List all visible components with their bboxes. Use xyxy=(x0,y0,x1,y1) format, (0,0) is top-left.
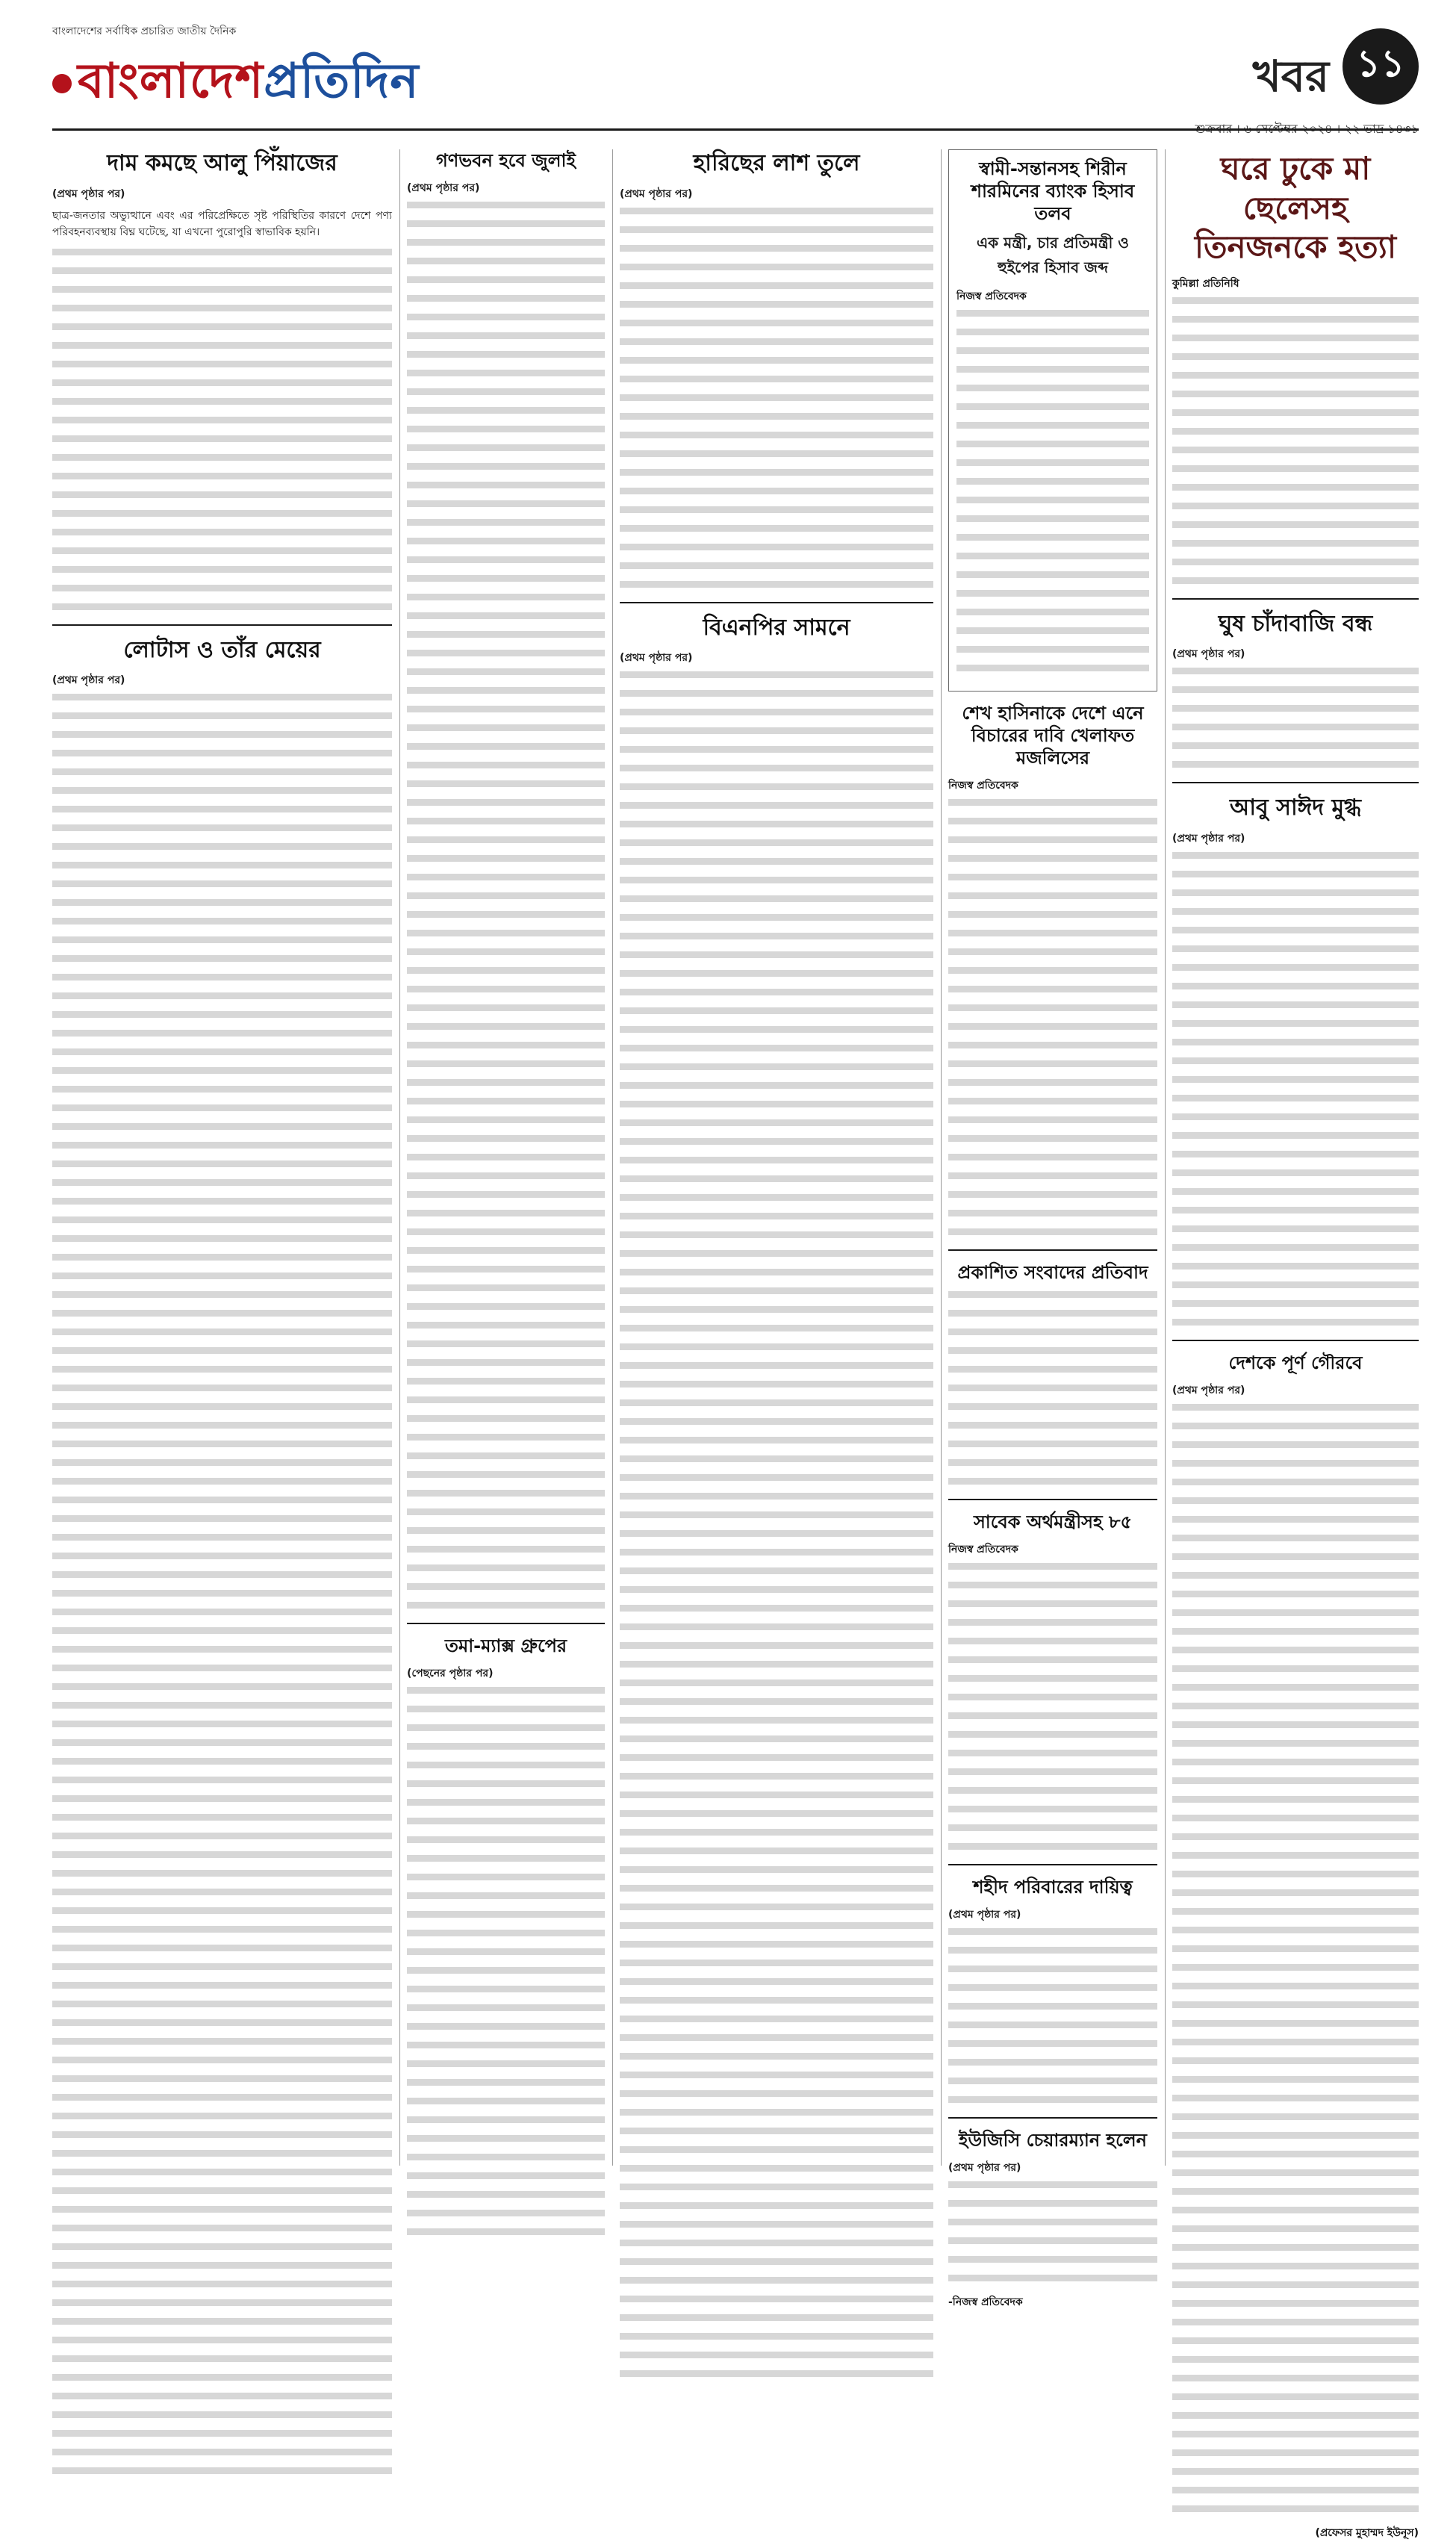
column-divider xyxy=(1165,149,1166,2166)
article-separator xyxy=(620,602,933,603)
masthead-tagline: বাংলাদেশের সর্বাধিক প্রচারিত জাতীয় দৈনিক xyxy=(52,25,237,37)
article-headline: দাম কমছে আলু পিঁয়াজের xyxy=(107,150,337,176)
article-separator xyxy=(407,1623,605,1624)
column-2 xyxy=(407,149,605,2166)
article-jump-line: (প্রথম পৃষ্ঠার পর) xyxy=(948,1909,1021,1921)
article-subheadline: এক মন্ত্রী, চার প্রতিমন্ত্রী ও হুইপের হিসাব জব্দ xyxy=(976,234,1130,276)
newspaper-logo xyxy=(52,45,419,125)
article-text-block xyxy=(407,202,605,1612)
article-text-block xyxy=(1172,297,1419,588)
article-text-block xyxy=(1172,668,1419,771)
article-text-block xyxy=(948,1928,1157,2107)
article-text-block xyxy=(948,1563,1157,1853)
column-1 xyxy=(52,149,392,2166)
article-separator xyxy=(948,1499,1157,1500)
article-text-block xyxy=(1172,852,1419,1329)
section-label: খবর xyxy=(1252,51,1329,102)
article-text-block xyxy=(1172,1404,1419,2516)
article-headline: ঘরে ঢুকে মা ছেলেসহ তিনজনকে হত্যা xyxy=(1194,150,1397,265)
article-jump-line: (পেছনের পৃষ্ঠার পর) xyxy=(407,1668,494,1679)
article-signature: (প্রফেসর মুহাম্মদ ইউনূস) xyxy=(1315,2526,1419,2539)
article-separator xyxy=(52,624,392,626)
article-headline: গণভবন হবে জুলাই xyxy=(436,150,576,171)
article-headline: ইউজিসি চেয়ারম্যান হলেন xyxy=(959,2130,1147,2151)
article-byline: কুমিল্লা প্রতিনিধি xyxy=(1172,277,1239,290)
article-headline: সাবেক অর্থমন্ত্রীসহ ৮৫ xyxy=(973,1511,1133,1532)
article-jump-line: (প্রথম পৃষ্ঠার পর) xyxy=(620,652,693,664)
article-separator xyxy=(1172,598,1419,600)
column-divider xyxy=(399,149,400,2166)
article-text-block xyxy=(620,671,933,2381)
article-jump-line: (প্রথম পৃষ্ঠার পর) xyxy=(52,187,125,200)
article-byline: নিজস্ব প্রতিবেদক xyxy=(948,780,1018,792)
article-headline: ঘুষ চাঁদাবাজি বন্ধ xyxy=(1218,610,1373,637)
article-text-block xyxy=(407,1687,605,2239)
article-headline: প্রকাশিত সংবাদের প্রতিবাদ xyxy=(957,1262,1148,1283)
article-separator xyxy=(948,1864,1157,1865)
article-byline: নিজস্ব প্রতিবেদক xyxy=(948,1544,1018,1556)
article-text-block xyxy=(52,694,392,2478)
page-number-badge: ১১ xyxy=(1343,28,1419,105)
article-jump-line: (প্রথম পৃষ্ঠার পর) xyxy=(1172,648,1245,660)
article-headline: তমা-ম্যাক্স গ্রুপের xyxy=(444,1635,567,1656)
article-jump-line: (প্রথম পৃষ্ঠার পর) xyxy=(52,674,125,687)
article-jump-line: (প্রথম পৃষ্ঠার পর) xyxy=(1172,1384,1245,1396)
article-jump-line: (প্রথম পৃষ্ঠার পর) xyxy=(1172,832,1245,845)
article-byline: -নিজস্ব প্রতিবেদক xyxy=(948,2296,1023,2308)
logo-dot-icon xyxy=(52,74,72,93)
masthead-rule xyxy=(52,128,1419,131)
article-headline: লোটাস ও তাঁর মেয়ের xyxy=(123,636,321,663)
article-text-block xyxy=(948,799,1157,1239)
article-separator xyxy=(948,1249,1157,1251)
article-text-block xyxy=(948,1291,1157,1488)
column-divider xyxy=(941,149,942,2166)
article-separator xyxy=(1172,1340,1419,1341)
column-divider xyxy=(612,149,613,2166)
article-separator xyxy=(948,2117,1157,2119)
logo-part1: বাংলাদেশ xyxy=(78,54,264,109)
article-headline: আবু সাঈদ মুগ্ধ xyxy=(1230,795,1361,821)
article-box xyxy=(948,149,1157,692)
article-jump-line: (প্রথম পৃষ্ঠার পর) xyxy=(620,187,693,200)
article-text-block xyxy=(52,249,392,614)
column-4 xyxy=(948,149,1157,2308)
article-jump-line: (প্রথম পৃষ্ঠার পর) xyxy=(948,2162,1021,2174)
column-5 xyxy=(1172,149,1419,2539)
logo-part2: প্রতিদিন xyxy=(264,54,420,109)
article-jump-line: (প্রথম পৃষ্ঠার পর) xyxy=(407,182,480,194)
column-3 xyxy=(620,149,933,2166)
article-headline: দেশকে পূর্ণ গৌরবে xyxy=(1228,1352,1363,1373)
article-headline: বিএনপির সামনে xyxy=(703,614,850,641)
masthead xyxy=(52,22,1419,134)
article-headline: স্বামী-সন্তানসহ শিরীন শারমিনের ব্যাংক হিসাব তলব xyxy=(971,158,1135,224)
article-headline: শহীদ পরিবারের দায়িত্ব xyxy=(973,1877,1133,1898)
article-body: ছাত্র-জনতার অভ্যুত্থানে এবং এর পরিপ্রেক্ষিতে সৃষ্ট পরিস্থিতির কারণে দেশে পণ্য পরিবহনব্যবস্থায় বিঘ্ন ঘটেছে, যা এখনো পুরোপুরি স্বাভাবিক হয়নি। xyxy=(52,209,392,239)
article-byline: নিজস্ব প্রতিবেদক xyxy=(956,290,1027,302)
article-headline: শেখ হাসিনাকে দেশে এনে বিচারের দাবি খেলাফত মজলিসের xyxy=(962,703,1144,768)
article-separator xyxy=(1172,782,1419,783)
article-headline: হারিছের লাশ তুলে xyxy=(693,150,860,176)
article-text-block xyxy=(948,2181,1157,2285)
article-text-block xyxy=(620,208,933,591)
